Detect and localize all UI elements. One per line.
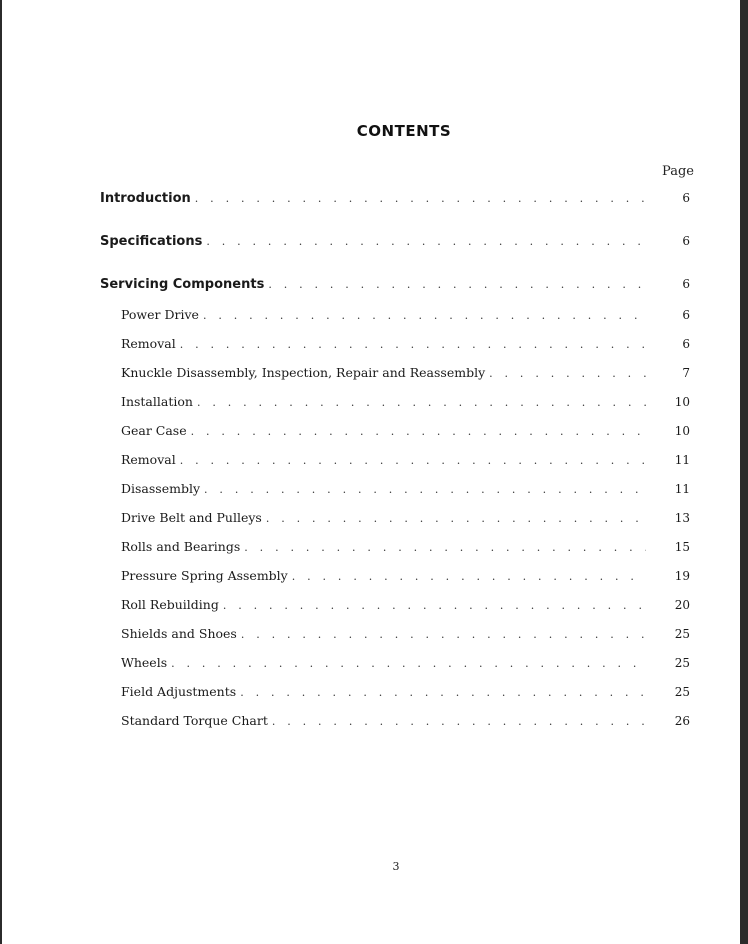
toc-entry-page-number: 6 <box>682 277 690 291</box>
dot-leader <box>171 657 646 670</box>
toc-entry-pressure-spring-assembly[interactable] <box>121 568 690 586</box>
dot-leader <box>266 512 646 525</box>
dot-leader <box>180 454 646 467</box>
toc-entry-gear-case[interactable] <box>121 423 690 441</box>
dot-leader <box>195 192 646 205</box>
toc-entry-page-number: 26 <box>674 714 690 728</box>
toc-entry-label: Wheels <box>121 655 168 670</box>
toc-entry-installation[interactable] <box>121 394 690 412</box>
toc-entry-label: Drive Belt and Pulleys <box>121 510 262 525</box>
toc-entry-label: Roll Rebuilding <box>121 597 219 612</box>
toc-entry-drive-belt-and-pulleys[interactable] <box>121 510 690 528</box>
toc-entry-knuckle-disassembly[interactable] <box>121 365 690 383</box>
page-column-header: Page <box>662 164 694 179</box>
toc-entry-page-number: 11 <box>674 482 690 496</box>
toc-entry-page-number: 6 <box>682 234 690 248</box>
toc-entry-page-number: 10 <box>674 395 690 409</box>
toc-entry-label: Specifications <box>100 234 203 249</box>
toc-entry-page-number: 25 <box>674 656 690 670</box>
toc-entry-specifications[interactable] <box>100 234 690 252</box>
dot-leader <box>180 338 646 351</box>
dot-leader <box>292 570 646 583</box>
dot-leader <box>240 686 646 699</box>
toc-entry-standard-torque-chart[interactable] <box>121 713 690 731</box>
dot-leader <box>223 599 646 612</box>
toc-entry-page-number: 19 <box>674 569 690 583</box>
toc-entry-page-number: 11 <box>674 453 690 467</box>
toc-entry-label: Rolls and Bearings <box>121 539 241 554</box>
toc-entry-label: Removal <box>121 336 176 351</box>
toc-entry-roll-rebuilding[interactable] <box>121 597 690 615</box>
dot-leader <box>268 278 646 291</box>
toc-entry-field-adjustments[interactable] <box>121 684 690 702</box>
toc-entry-page-number: 6 <box>682 308 690 322</box>
toc-entry-page-number: 20 <box>674 598 690 612</box>
toc-entry-page-number: 25 <box>674 685 690 699</box>
dot-leader <box>272 715 646 728</box>
toc-entry-label: Knuckle Disassembly, Inspection, Repair and Reassembly <box>121 365 486 380</box>
toc-entry-label: Standard Torque Chart <box>121 713 268 728</box>
toc-entry-label: Power Drive <box>121 307 199 322</box>
toc-entry-power-drive[interactable] <box>121 307 690 325</box>
toc-entry-label: Shields and Shoes <box>121 626 237 641</box>
toc-entry-wheels[interactable] <box>121 655 690 673</box>
toc-entry-label: Field Adjustments <box>121 684 237 699</box>
contents-title: CONTENTS <box>356 122 452 140</box>
toc-entry-servicing-components[interactable] <box>100 277 690 295</box>
toc-entry-label: Gear Case <box>121 423 187 438</box>
toc-entry-removal-gear-case[interactable] <box>121 452 690 470</box>
dot-leader <box>204 483 646 496</box>
toc-entry-page-number: 25 <box>674 627 690 641</box>
toc-entry-label: Removal <box>121 452 176 467</box>
toc-entry-page-number: 10 <box>674 424 690 438</box>
toc-entry-introduction[interactable] <box>100 191 690 209</box>
page-number-folio: 3 <box>392 860 400 873</box>
dot-leader <box>241 628 646 641</box>
dot-leader <box>489 367 646 380</box>
dot-leader <box>197 396 646 409</box>
toc-entry-label: Introduction <box>100 191 191 206</box>
dot-leader <box>203 309 646 322</box>
toc-entry-rolls-and-bearings[interactable] <box>121 539 690 557</box>
document-page <box>2 0 740 944</box>
toc-entry-label: Pressure Spring Assembly <box>121 568 288 583</box>
toc-entry-removal[interactable] <box>121 336 690 354</box>
toc-entry-page-number: 7 <box>682 366 690 380</box>
toc-entry-disassembly[interactable] <box>121 481 690 499</box>
toc-entry-label: Disassembly <box>121 481 201 496</box>
dot-leader <box>244 541 646 554</box>
toc-entry-page-number: 6 <box>682 191 690 205</box>
toc-entry-page-number: 13 <box>674 511 690 525</box>
toc-entry-page-number: 6 <box>682 337 690 351</box>
dot-leader <box>191 425 646 438</box>
toc-entry-label: Installation <box>121 394 193 409</box>
toc-entry-shields-and-shoes[interactable] <box>121 626 690 644</box>
toc-entry-page-number: 15 <box>674 540 690 554</box>
toc-entry-label: Servicing Components <box>100 277 265 292</box>
dot-leader <box>206 235 646 248</box>
